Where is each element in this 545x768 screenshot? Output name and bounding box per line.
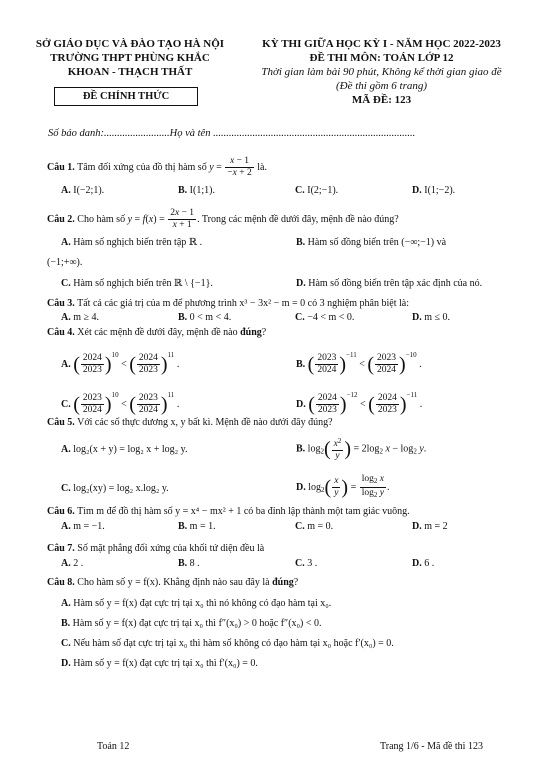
q6-option-c: C. m = 0. xyxy=(295,521,334,532)
q5-option-b: B. $\log_2$( $\frac{x^2}{y}$ ) = $2\log_2$ $x - \log_2 y$. xyxy=(296,437,427,461)
q7-option-d: D. 6 . xyxy=(412,558,435,569)
fraction: $\frac{2x - 1}{x + 1}$ xyxy=(170,208,195,230)
question-3: Câu 3. Tất cả các giá trị của m để phương trình x³ − 3x² − m = 0 có 3 nghiệm phân biệt là: xyxy=(47,298,409,309)
q1-option-d: D. I(1;−2). xyxy=(412,185,456,196)
q1-option-c: C. I(2;−1). xyxy=(295,185,339,196)
question-5: Câu 5. Với các số thực dương x, y bất kì. Mệnh đề nào dưới đây đúng? xyxy=(47,417,333,428)
q8-option-a: A. Hàm số y = f(x) đạt cực trị tại x₀ thì nó không có đạo hàm tại x₀. xyxy=(61,598,332,609)
question-1: Câu 1. Tâm đối xứng của đồ thị hàm số y = $\frac{x - 1}{-x + 2}$ là. xyxy=(47,156,267,178)
q4-option-c: C. ( $\frac{2023}{2024}$ )$^{10}$ < ( $\frac{2023}{2024}$ )$^{11}$ . xyxy=(61,391,180,416)
q2-option-c: C. Hàm số nghịch biến trên ℝ \ {−1}. xyxy=(61,278,213,289)
exam-title: KỲ THI GIỮA HỌC KỲ I - NĂM HỌC 2022-2023 xyxy=(262,38,501,50)
question-4: Câu 4. Xét các mệnh đề dưới đây, mệnh đề nào đúng? xyxy=(47,327,267,338)
q1-option-b: B. I(1;1). xyxy=(178,185,215,196)
question-6: Câu 6. Tìm m để đồ thị hàm số y = x⁴ − mx² + 1 có ba đỉnh lập thành một tam giác vuông. xyxy=(47,506,410,517)
fraction: $\frac{x - 1}{-x + 2}$ xyxy=(227,156,252,178)
question-8: Câu 8. Cho hàm số y = f(x). Khẳng định nào sau đây là đúng? xyxy=(47,577,299,588)
question-2: Câu 2. Cho hàm số y = f(x) = $\frac{2x - 1}{x + 1}$ . Trong các mệnh đề dưới đây, mệnh đề nào đúng? xyxy=(47,208,399,230)
q2-option-b-cont: (−1;+∞). xyxy=(47,257,83,268)
q3-option-d: D. m ≤ 0. xyxy=(412,312,451,323)
q8-option-b: B. Hàm số y = f(x) đạt cực trị tại x₀ thì f″(x₀) > 0 hoặc f″(x₀) < 0. xyxy=(61,618,322,629)
q4-option-a: A. ( $\frac{2024}{2023}$ )$^{10}$ < ( $\frac{2024}{2023}$ )$^{11}$ . xyxy=(61,351,180,376)
question-stem: Tâm đối xứng của đồ thị hàm số xyxy=(77,161,207,173)
school-name-line1: TRƯỜNG THPT PHÙNG KHẮC xyxy=(50,52,210,64)
q2-option-a: A. Hàm số nghịch biến trên tập ℝ . xyxy=(61,237,203,248)
q6-option-a: A. m = −1. xyxy=(61,521,105,532)
exam-time: Thời gian làm bài 90 phút, Không kể thời gian giao đề xyxy=(261,66,502,78)
candidate-info: Số báo danh:.........................Họ và tên ............................................................................. xyxy=(48,128,416,139)
q3-option-c: C. −4 < m < 0. xyxy=(295,312,355,323)
q7-option-c: C. 3 . xyxy=(295,558,318,569)
q3-option-a: A. m ≥ 4. xyxy=(61,312,100,323)
q2-option-b: B. Hàm số đồng biến trên (−∞;−1) và xyxy=(296,237,447,248)
q4-option-b: B. ( $\frac{2023}{2024}$ )$^{-11}$ < ( $\frac{2023}{2024}$ )$^{-10}$ . xyxy=(296,351,422,376)
question-7: Câu 7. Số mặt phẳng đối xứng của khối tứ diện đều là xyxy=(47,543,265,554)
q5-option-a: A. log₂(x + y) = log₂ x + log₂ y. xyxy=(61,444,188,455)
q7-option-a: A. 2 . xyxy=(61,558,84,569)
q3-option-b: B. 0 < m < 4. xyxy=(178,312,232,323)
school-header xyxy=(30,37,230,79)
exam-subject: ĐỀ THI MÔN: TOÁN LỚP 12 xyxy=(309,52,454,64)
q5-option-c: C. log₂(xy) = log₂ x.log₂ y. xyxy=(61,483,169,494)
q8-option-c: C. Nếu hàm số đạt cực trị tại x₀ thì hàm số không có đạo hàm tại x₀ hoặc f′(x₀) = 0. xyxy=(61,638,394,649)
q6-option-d: D. m = 2 xyxy=(412,521,448,532)
school-name-line2: KHOAN - THẠCH THẤT xyxy=(67,66,193,78)
footer-page: Trang 1/6 - Mã đề thi 123 xyxy=(380,741,483,752)
q1-option-a: A. I(−2;1). xyxy=(61,185,105,196)
q6-option-b: B. m = 1. xyxy=(178,521,216,532)
department-name: SỞ GIÁO DỤC VÀ ĐÀO TẠO HÀ NỘI xyxy=(35,38,225,50)
official-badge: ĐỀ CHÍNH THỨC xyxy=(54,87,198,106)
exam-header xyxy=(244,37,519,107)
q5-option-d: D. $\log_2$( $\frac{x}{y}$ ) = $\frac{\log_2 x}{\log_2 y}$ . xyxy=(296,474,390,499)
q7-option-b: B. 8 . xyxy=(178,558,200,569)
q8-option-d: D. Hàm số y = f(x) đạt cực trị tại x₀ thì f′(x₀) = 0. xyxy=(61,658,258,669)
exam-code: MÃ ĐỀ: 123 xyxy=(351,94,412,106)
exam-pages: (Đề thi gồm 6 trang) xyxy=(335,80,428,92)
question-tail: là. xyxy=(257,161,267,173)
q4-option-d: D. ( $\frac{2024}{2023}$ )$^{-12}$ < ( $\frac{2024}{2023}$ )$^{-11}$ . xyxy=(296,391,423,416)
question-label: Câu 1. xyxy=(47,161,75,173)
footer-subject: Toán 12 xyxy=(97,741,130,752)
q2-option-d: D. Hàm số đồng biến trên tập xác định của nó. xyxy=(296,278,483,289)
